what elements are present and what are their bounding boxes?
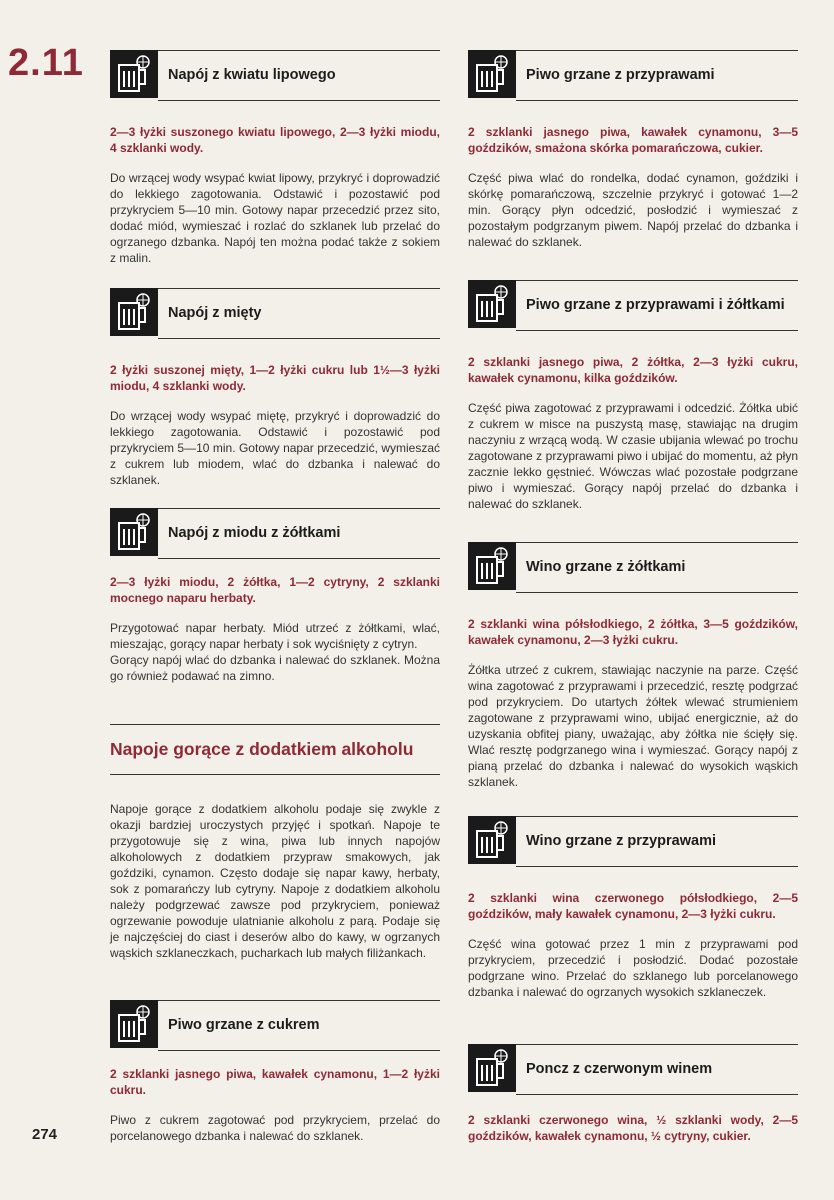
recipe-title: Piwo grzane z przyprawami i żółtkami bbox=[526, 297, 785, 313]
recipe-napoj-z-kwiatu-lipowego bbox=[110, 50, 440, 266]
recipe-wino-grzane-z-zoltkami bbox=[468, 542, 798, 790]
recipe-ingredients: 2—3 łyżki miodu, 2 żółtka, 1—2 cytryny, 2 szklanki mocnego naparu herbaty. bbox=[110, 575, 440, 605]
recipe-instructions: Do wrzącej wody wsypać miętę, przykryć i doprowadzić do lekkiego zagotowania. Odstawić i pozostawić pod przykryciem 5—10 min. Gotowy napar przecedzić, wymieszać z cukrem lub miodem, wlać do dzbanka i nalewać do szklanek. bbox=[110, 409, 440, 487]
recipe-instructions: Żółtka utrzeć z cukrem, stawiając naczynie na parze. Część wina zagotować z przyprawami i przecedzić, resztę podgrzać pod przykryciem. Do utartych żółtek wlewać strumieniem zagotowane z przyprawami wino, ubijać energicznie, aż do uzyskania obfitej piany, uważając, aby żółtka nie ścięły się. Wlać resztę podgrzanego wina i wymieszać. Gorący napój z pianą przelać do dzbanka i nalewać do wysokich wąskich szklanek. bbox=[468, 663, 798, 789]
alcohol-section bbox=[110, 724, 440, 961]
recipe-header bbox=[468, 816, 798, 868]
recipe-header bbox=[110, 50, 440, 102]
beer-mug-icon bbox=[468, 1044, 516, 1092]
recipe-title: Napój z mięty bbox=[168, 305, 262, 321]
page-number: 274 bbox=[32, 1126, 58, 1143]
recipe-title: Piwo grzane z przyprawami bbox=[526, 67, 715, 83]
recipe-napoj-z-miodu-z-zoltkami bbox=[110, 508, 440, 684]
section-heading: Napoje gorące z dodatkiem alkoholu bbox=[110, 739, 414, 759]
recipe-title: Wino grzane z żółtkami bbox=[526, 559, 686, 575]
recipe-ingredients: 2 szklanki wina półsłodkiego, 2 żółtka, 3—5 goździków, kawałek cynamonu, 2—3 łyżki cukru. bbox=[468, 617, 798, 647]
recipe-piwo-grzane-z-przyprawami-i-zoltkami bbox=[468, 280, 798, 512]
recipe-poncz-z-czerwonym-winem bbox=[468, 1044, 798, 1144]
beer-mug-icon bbox=[110, 508, 158, 556]
beer-mug-icon bbox=[468, 50, 516, 98]
recipe-header bbox=[110, 508, 440, 560]
recipe-instructions: Piwo z cukrem zagotować pod przykryciem, przelać do porcelanowego dzbanka i nalewać do szklanek. bbox=[110, 1113, 440, 1143]
recipe-ingredients: 2—3 łyżki suszonego kwiatu lipowego, 2—3 łyżki miodu, 4 szklanki wody. bbox=[110, 125, 440, 155]
recipe-header bbox=[110, 288, 440, 340]
recipe-title: Napój z miodu z żółtkami bbox=[168, 525, 341, 541]
beer-mug-icon bbox=[110, 288, 158, 336]
recipe-title: Piwo grzane z cukrem bbox=[168, 1017, 320, 1033]
recipe-napoj-z-miety bbox=[110, 288, 440, 488]
recipe-instructions: Część wina gotować przez 1 min z przyprawami pod przykryciem, przecedzić i posłodzić. Dodać pozostałe podgrzane wino. Przelać do szklanego lub porcelanowego dzbanka i nalewać do ogrzanych wysokich szklaneczek. bbox=[468, 937, 798, 999]
recipe-ingredients: 2 szklanki jasnego piwa, kawałek cynamonu, 3—5 goździków, smażona skórka pomarańczowa, cukier. bbox=[468, 125, 798, 155]
recipe-ingredients: 2 szklanki jasnego piwa, kawałek cynamonu, 1—2 łyżki cukru. bbox=[110, 1067, 440, 1097]
beer-mug-icon bbox=[468, 816, 516, 864]
recipe-instructions: Do wrzącej wody wsypać kwiat lipowy, przykryć i doprowadzić do lekkiego zagotowania. Odstawić i pozostawić pod przykryciem 5—10 min. Gotowy napar przecedzić przez sito, dodać miód, wymieszać i rozlać do szklanek lub przelać do ogrzanego dzbanka. Napój ten można podać także z sokiem z malin. bbox=[110, 171, 440, 265]
recipe-instructions: Część piwa wlać do rondelka, dodać cynamon, goździki i skórkę pomarańczową, szczelnie przykryć i gotować 1—2 min. Gorący płyn odcedzić, posłodzić i wymieszać z pozostałym podgrzanym piwem. Napój przelać do dzbanka i nalewać do szklanek. bbox=[468, 171, 798, 249]
beer-mug-icon bbox=[110, 50, 158, 98]
recipe-title: Wino grzane z przyprawami bbox=[526, 833, 717, 849]
section-text: Napoje gorące z dodatkiem alkoholu podaje się zwykle z okazji bardziej uroczystych przyjęć i spotkań. Napoje te przygotowuje się z wina, piwa lub innych napojów alkoholowych z dodatkiem przypraw smakowych, jak goździki, cynamon. Często dodaje się napar kawy, herbaty, sok z pomarańczy lub cytryny. Napoje z dodatkiem alkoholu należy podgrzewać zawsze pod przykryciem, ponieważ ogrzewanie powoduje ulatnianie alkoholu z parą. Podaje się je najczęściej do ciast i deserów albo do kawy, w ogrzanych wąskich szklaneczkach, pucharkach lub małych filiżankach. bbox=[110, 802, 440, 960]
recipe-ingredients: 2 szklanki czerwonego wina, ½ szklanki wody, 2—5 goździków, kawałek cynamonu, ½ cytryny, cukier. bbox=[468, 1113, 798, 1143]
recipe-header bbox=[468, 542, 798, 594]
recipe-header bbox=[468, 280, 798, 332]
recipe-title: Napój z kwiatu lipowego bbox=[168, 67, 336, 83]
recipe-header bbox=[468, 1044, 798, 1096]
section-number: 2.11 bbox=[8, 42, 84, 84]
beer-mug-icon bbox=[468, 280, 516, 328]
recipe-header bbox=[468, 50, 798, 102]
recipe-piwo-grzane-z-przyprawami bbox=[468, 50, 798, 250]
recipe-ingredients: 2 łyżki suszonej mięty, 1—2 łyżki cukru lub 1½—3 łyżki miodu, 4 szklanki wody. bbox=[110, 363, 440, 393]
recipe-instructions: Część piwa zagotować z przyprawami i odcedzić. Żółtka ubić z cukrem w misce na puszystą masę, stawiając na drugim naczyniu z wrzącą wodą. W czasie ubijania wlewać po trochu zagotowane z przyprawami piwo i ubijać do momentu, aż płyn zacznie lekko gęstnieć. Wówczas wlać pozostałe podgrzane piwo i wymieszać. Gorący napój przelać do dzbanka i nalewać do szklanek. bbox=[468, 401, 798, 511]
recipe-title: Poncz z czerwonym winem bbox=[526, 1061, 713, 1077]
recipe-header bbox=[110, 1000, 440, 1052]
recipe-ingredients: 2 szklanki wina czerwonego półsłodkiego, 2—5 goździków, mały kawałek cynamonu, 2—3 łyżki cukru. bbox=[468, 891, 798, 921]
recipe-instructions: Przygotować napar herbaty. Miód utrzeć z żółtkami, wlać, mieszając, gorący napar herbaty i sok wyciśnięty z cytryn. Gorący napój wlać do dzbanka i nalewać do szklanek. Można go również podawać na zimno. bbox=[110, 621, 440, 683]
recipe-piwo-grzane-z-cukrem bbox=[110, 1000, 440, 1144]
beer-mug-icon bbox=[110, 1000, 158, 1048]
beer-mug-icon bbox=[468, 542, 516, 590]
recipe-ingredients: 2 szklanki jasnego piwa, 2 żółtka, 2—3 łyżki cukru, kawałek cynamonu, kilka goździków. bbox=[468, 355, 798, 385]
recipe-wino-grzane-z-przyprawami bbox=[468, 816, 798, 1000]
